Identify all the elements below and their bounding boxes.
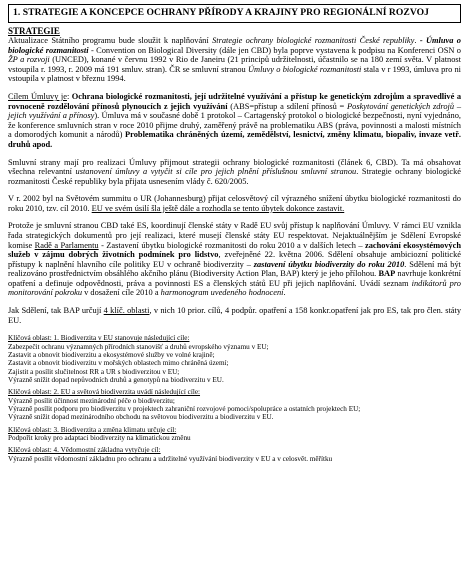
key-area-3 xyxy=(8,426,461,443)
paragraph-eu: Protože je smluvní stranou CBD také ES, koordinují členské státy v Radě EU svůj přístup k naplňování Úmluvy. V rámci EU vznikla řada strategických dokumentů pro její realizaci, které musejí členské státy EU respektovat. Nejaktuálnějším je Sdělení Evropské komise Radě a Parlamentu - Zastavení úbytku biologické rozmanitosti do roku 2010 a v dalších letech – zachování ekosystémových služeb v zájmu dobrých životních podmínek pro lidstvo, zveřejněné 22. května 2006. Sdělení obsahuje ambiciozní politické přístupy k naplnění hlavního cíle politiky EU v ochraně biodiverzity – zastavení úbytku biodiverzity do roku 2010. Sdělení má být realizováno prostřednictvím obsáhlého akčního plánu (Biodiversity Action Plan, BAP) který je jeho přílohou. BAP navrhuje konkrétní opatření a definuje odpovědnosti, práva a povinnosti ES a členských států EU při jejich naplňování. Uvádí seznam indikátorů pro monitorování pokroku v dosažení cíle 2010 a harmonogram uvedeného hodnocení. xyxy=(8,221,462,298)
paragraph-key-areas: Jak Sdělení, tak BAP určují 4 klíč. oblasti, v nich 10 prior. cílů, 4 podpůr. opatření a 158 konkr.opatření jak pro ES, tak pro člen. státy EU. xyxy=(8,306,462,325)
document-page xyxy=(0,4,467,567)
list-item: Zajistit a posílit slučitelnost RR a UR s biodiverzitou v EU; xyxy=(8,367,180,376)
paragraph-goal: Cílem Úmluvy je: Ochrana biologické rozmanitosti, její udržitelné využívání a přístup ke genetickým zdrojům a spravedlivé a rovnoceně rozdělování přínosů plynoucích z jejich využívání (ABS=přístup a sdílení přínosů = Poskytování genetických zdrojů – jejich využívání a přínosy). Úmluva má v současné době 1 protokol – Cartagenský protokol o biologické bezpečnosti, nyní vyjednáno, že konference smluvních stran v roce 2010 přijme druhý, zaměřený právě na problematiku ABS (práva, povinnosti a malosti místních a domorodých komunit a národů) Problematika chráněných území, zemědělství, lesnictví, změny klimatu, biopaliv, invaze vetř. druhů apod. xyxy=(8,92,462,149)
key-area-heading: Klíčová oblast: 3. Biodiverzita a změna klimatu určuje cíl: xyxy=(8,425,177,434)
key-area-heading: Klíčová oblast: 4. Vědomostní základna vytyčuje cíl: xyxy=(8,446,161,455)
list-item: Výrazně posílit vědomostní základnu pro ochranu a udržitelné využívání biodiverzity v EU a v celosvět. měřítku xyxy=(8,454,333,463)
list-item: Zastavit a obnovit biodiverzitu v mořských oblastech mimo chráněná území; xyxy=(8,359,229,368)
key-area-4 xyxy=(8,446,461,463)
section-heading-strategie: STRATEGIE xyxy=(8,25,60,36)
list-item: Výrazně snížit dopad nepůvodních druhů a genotypů na biodiverzitu v EU. xyxy=(8,375,224,384)
paragraph-strategy: Smluvní strany mají pro realizaci Úmluvy přijmout strategii ochrany biologické rozmanitosti (článek 6, CBD). Ta má obsahovat všechna relevantní ustanovení úmluvy a vytyčit si cíle pro jejich plnění příslušnou smluvní stranou. Strategie ochrany biologické rozmanitosti České republiky byla přijata usnesením vlády č. 620/2005. xyxy=(8,157,461,186)
key-area-heading: Klíčová oblast: 1. Biodiverzita v EU stanovuje následující cíle: xyxy=(8,334,190,343)
page-title: 1. STRATEGIE A KONCEPCE OCHRANY PŘÍRODY A KRAJINY PRO REGIONÁLNÍ ROZVOJ xyxy=(8,4,461,23)
key-area-heading: Klíčová oblast: 2. EU a světová biodiverzita uvádí následující cíle: xyxy=(8,388,201,397)
key-area-1 xyxy=(8,334,461,384)
list-item: Výrazně posílit podporu pro biodiverzitu v projektech zahraniční rozvojové pomoci/spolupráce a ostatních projektech EU; xyxy=(8,404,361,413)
list-item: Výrazně posílit účinnost mezinárodní péče o biodiverzitu; xyxy=(8,396,175,405)
list-item: Zabezpečit ochranu významných přírodních stanovišť a druhů evropského významu v EU; xyxy=(8,342,269,351)
paragraph-summit: V r. 2002 byl na Světovém summitu o UR (Johannesburg) přijat celosvětový cíl výrazného snížení úbytku biologické rozmanitosti do roku 2010, tzv. cíl 2010. EU ve svém úsilí šla ještě dále a rozhodla se tento úbytek dokonce zastavit. xyxy=(8,194,461,213)
paragraph-program: Aktualizace Státního programu bude sloužit k naplňování Strategie ochrany biologické rozmanitosti České republiky. - Úmluva o biologické rozmanitosti - Convention on Biological Diversity (dále jen CBD) byla poprve vystavena k podpisu na Konferenci OSN o ŽP a rozvoji (UNCED), konané v červnu 1992 v Rio de Janeiru (21 principů udržitelnosti, účastnilo se na 180 zemí světa. V platnost vstoupila r. 1993, r. 2009 má 191 smluv. stran). ČR se smluvní stranou Úmluvy o biologické rozmanitosti stala v r 1993, úmluva pro ni vstoupila v platnost v březnu 1994. xyxy=(8,36,462,84)
list-item: Podpořit kroky pro adaptaci biodiverzity na klimatickou změnu xyxy=(8,433,191,442)
key-area-2 xyxy=(8,388,461,421)
list-item: Zastavit a obnovit biodiverzitu a ekosystémové služby ve volné krajině; xyxy=(8,350,215,359)
list-item: Výrazně snížit dopad mezinárodního obchodu na světovou biodiverzitu a biodiverzitu v EU. xyxy=(8,413,274,422)
